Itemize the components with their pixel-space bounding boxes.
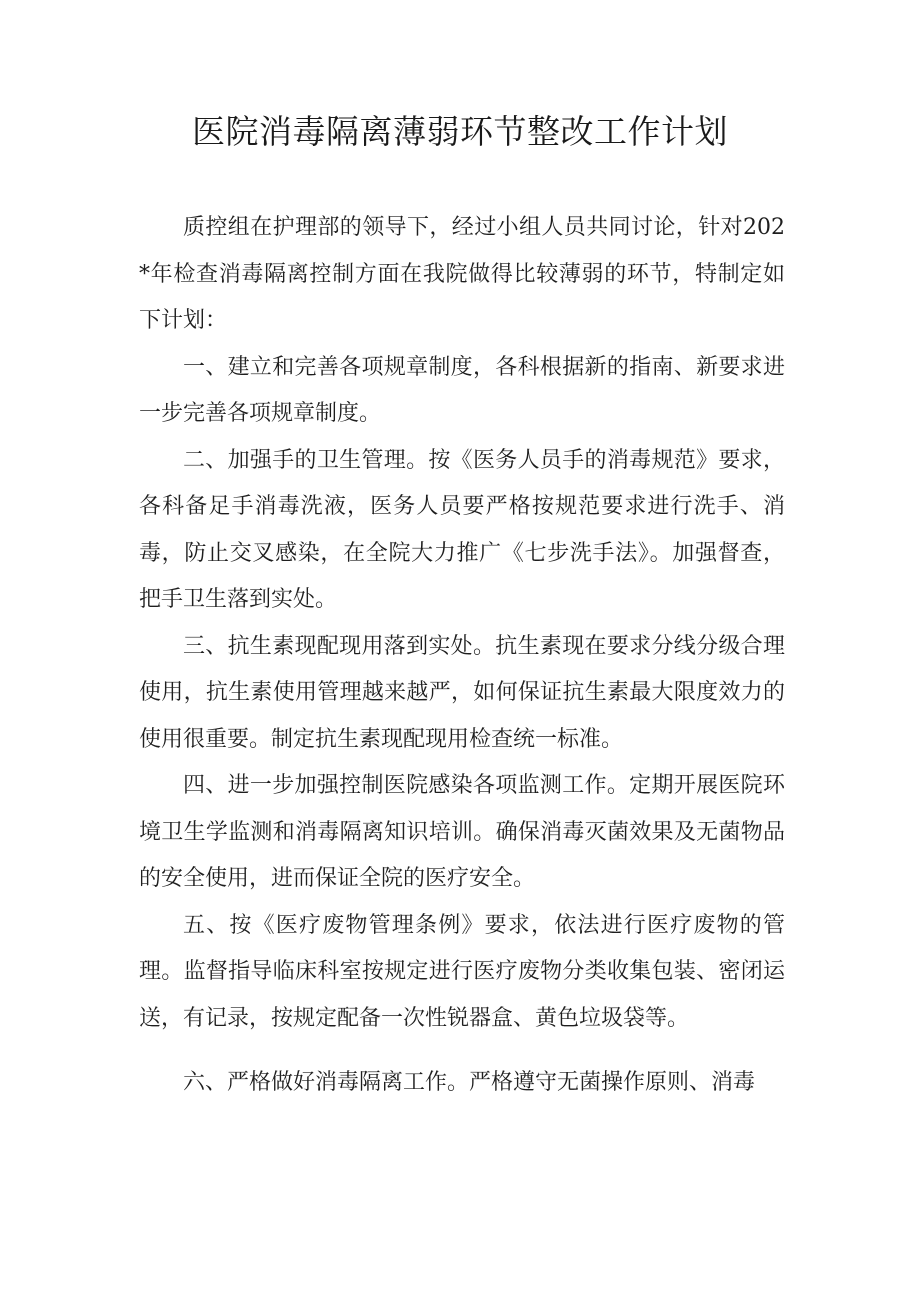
paragraph-item-2: 二、加强手的卫生管理。按《医务人员手的消毒规范》要求，各科备足手消毒洗液，医务人员要严格按规范要求进行洗手、消毒，防止交叉感染，在全院大力推广《七步洗手法》。加强督查，把手卫生落到实处。: [139, 447, 785, 612]
paragraph-item-5: 五、按《医疗废物管理条例》要求，依法进行医疗废物的管理。监督指导临床科室按规定进行医疗废物分类收集包装、密闭运送，有记录，按规定配备一次性锐器盒、黄色垃圾袋等。: [139, 912, 785, 1031]
paragraph-item-1: 一、建立和完善各项规章制度，各科根据新的指南、新要求进一步完善各项规章制度。: [139, 354, 785, 426]
paragraph-item-4: 四、进一步加强控制医院感染各项监测工作。定期开展医院环境卫生学监测和消毒隔离知识培训。确保消毒灭菌效果及无菌物品的安全使用，进而保证全院的医疗安全。: [139, 773, 785, 891]
document-body: [139, 205, 785, 1107]
paragraph-item-6: 六、严格做好消毒隔离工作。严格遵守无菌操作原则、消毒: [183, 1070, 756, 1095]
paragraph-intro: 质控组在护理部的领导下，经过小组人员共同讨论，针对202*年检查消毒隔离控制方面在我院做得比较薄弱的环节，特制定如下计划：: [139, 215, 785, 333]
paragraph-item-3: 三、抗生素现配现用落到实处。抗生素现在要求分线分级合理使用，抗生素使用管理越来越严，如何保证抗生素最大限度效力的使用很重要。制定抗生素现配现用检查统一标准。: [139, 633, 785, 752]
document-title: 医院消毒隔离薄弱环节整改工作计划: [192, 112, 728, 151]
